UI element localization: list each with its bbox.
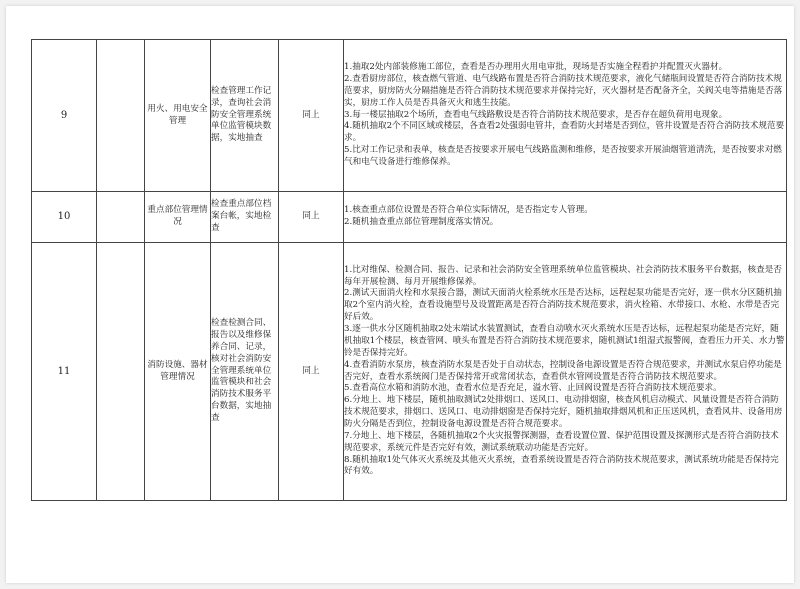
row-number: 9 [32,40,97,192]
row-number: 10 [32,192,97,243]
table-row [32,40,787,192]
content-line: 5.比对工作记录和表单，核查是否按要求开展电气线路监测和维修，是否按要求开展油烟管道清洗，是否按要求对燃气和电气设备进行维修保养。 [344,145,782,167]
content-line: 8.随机抽取1处气体灭火系统及其他灭火系统，查看系统设置是否符合消防技术规范要求，测试系统功能是否保持完好有效。 [344,454,779,477]
content-line: 3.每一楼层抽取2个场所，查看电气线路敷设是否符合消防技术规范要求，是否存在超负荷用电现象。 [344,109,728,120]
document-page [6,6,794,583]
empty-cell [97,192,145,243]
table-row [32,192,787,243]
content-line: 1.抽取2处内部装修施工部位，查看是否办理用火用电审批，现场是否实施全程看护并配置灭火器材。 [344,62,728,73]
content-line: 2.随机抽查重点部位管理制度落实情况。 [344,217,499,227]
check-item: 重点部位管理情况 [145,192,211,243]
content-line: 1.核查重点部位设置是否符合单位实际情况，是否指定专人管理。 [344,205,593,216]
empty-cell [97,243,145,501]
check-basis: 同上 [279,192,344,243]
row-number: 11 [32,243,97,501]
content-line: 1.比对维保、检测合同、报告、记录和社会消防安全管理系统单位监管模块、社会消防技术服务平台数据，核查是否每年开展检测、每月开展维修保养。 [344,264,782,287]
inspection-table [31,39,787,501]
check-basis: 同上 [279,40,344,192]
check-content [344,192,787,243]
content-line: 2.查看厨房部位，核查燃气管道、电气线路布置是否符合消防技术规范要求，液化气储瓶间设置是否符合消防技术规范要求，厨房防火分隔措施是否符合消防技术规范要求并保持完好，灭火器材是否配备齐全，关阀关电等措施是否落实，厨房工作人员是否具备灭火和逃生技能。 [344,73,783,108]
content-line: 4.查看消防水泵房，核查消防水泵是否处于自动状态，控制设备电源设置是否符合规范要求，并测试水泵启停功能是否完好，查看水系统阀门是否保持常开或常闭状态，查看供水管网设置是否符合消防技术规范要求。 [344,359,782,382]
check-basis: 同上 [279,243,344,501]
empty-cell [97,40,145,192]
table-row [32,243,787,501]
content-line: 2.测试天面消火栓和水泵接合器，测试天面消火栓系统水压是否达标，远程起泵功能是否完好，逐一供水分区随机抽取2个室内消火栓，查看设施型号及设置距离是否符合消防技术规范要求，消火栓箱、水带接口、水枪、水带是否完好后效。 [344,288,782,323]
check-content [344,243,787,501]
check-item: 用火、用电安全管理 [145,40,211,192]
check-item: 消防设施、器材管理情况 [145,243,211,501]
content-line: 7.分地上、地下楼层，各随机抽取2个火灾报警探测器，查看设置位置、保护范围设置及探测形式是否符合消防技术规范要求，系统元件是否完好有效，测试系统联动功能是否完好。 [344,430,779,453]
check-method: 检查重点部位档案台帐，实地检查 [211,192,279,243]
check-content [344,40,787,192]
content-line: 6.分地上、地下楼层，随机抽取测试2处排烟口、送风口、电动排烟窗，核查风机启动模式、风量设置是否符合消防技术规范要求，排烟口、送风口、电动排烟窗是否保持完好，随机抽取排烟风机和正压送风机，查看风井、设备用房防火分隔是否到位，控制设备电源设置是否符合规范要求。 [344,395,783,429]
check-method: 检查管理工作记录，查询社会消防安全管理系统单位监管模块数据，实地抽查 [211,40,279,192]
content-line: 3.逐一供水分区随机抽取2处末端试水装置测试，查看自动喷水灭火系统水压是否达标，远程起泵功能是否完好，随机抽取1个楼层，核查管网、喷头布置是否符合消防技术规范要求，随机测试1组湿式报警阀，查看压力开关、水力警铃是否保持完好。 [344,324,785,358]
check-method: 检查检测合同、报告以及维修保养合同、记录，核对社会消防安全管理系统单位监管模块和社会消防技术服务平台数据，实地抽查 [211,243,279,501]
content-line: 4.随机抽取2个不同区域或楼层，各查看2处强弱电管井，查看防火封堵是否到位，管井设置是否符合消防技术规范要求。 [344,121,785,144]
content-line: 5.查看高位水箱和消防水池，查看水位是否充足，溢水管、止回阀设置是否符合消防技术规范要求。 [344,383,722,394]
